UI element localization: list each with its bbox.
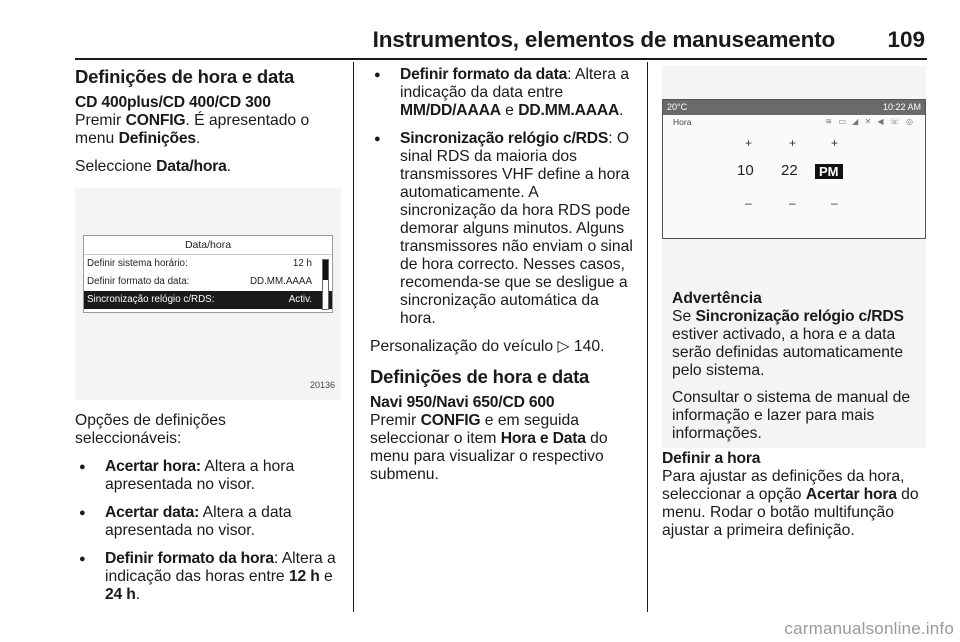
page-number: 109 <box>887 27 925 52</box>
warning-text: Consultar o sistema de manual de informação e lazer para mais informações. <box>672 389 911 442</box>
cross-reference: Personalização do veículo ▷ 140. <box>370 338 605 355</box>
scrollbar <box>322 259 329 310</box>
temperature-readout: 20°C <box>667 102 688 112</box>
hour-minus-icon: – <box>745 196 752 210</box>
list-item: ● Acertar data: Altera a data apresentada no visor. <box>75 504 343 540</box>
section-title: Definições de hora e data <box>370 366 590 387</box>
paragraph-config: Premir CONFIG e em seguida seleccionar o item Hora e Data do menu para visualizar o respectivo submenu. <box>370 412 608 483</box>
time-setting-section <box>662 450 926 550</box>
screen-label: Hora <box>673 117 692 127</box>
list-item: ● Definir formato da data: Altera a indicação da data entre MM/DD/AAAA e DD.MM.AAAA. <box>370 66 638 120</box>
status-bar <box>663 100 925 115</box>
options-intro: Opções de definições seleccionáveis: <box>75 412 226 447</box>
list-item: ● Acertar hora: Altera a hora apresentada no visor. <box>75 458 343 494</box>
clock-readout: 10:22 AM <box>882 102 921 112</box>
menu-row: Definir formato da data: DD.MM.AAAA <box>87 276 312 287</box>
screen-title: Data/hora <box>84 236 332 255</box>
list-item: ● Definir formato da hora: Altera a indicação das horas entre 12 h e 24 h. <box>75 550 343 604</box>
column-divider-2 <box>647 62 648 612</box>
options-list <box>75 458 343 604</box>
watermark: carmanualsonline.info <box>784 619 954 638</box>
screen-header <box>663 115 925 129</box>
column-divider-1 <box>353 62 354 612</box>
chapter-title: Instrumentos, elementos de manuseamento <box>372 27 835 52</box>
list-item: ● Sincronização relógio c/RDS: O sinal RDS da maioria dos transmissores VHF define a hora automaticamente. A sincronização da hora RDS pode demorar alguns minutos. Alguns transmissores não enviam o sinal de hora correcto. Nesses casos, recomenda-se que se desligue a sincronização automática da hora. <box>370 130 638 328</box>
header-rule <box>75 58 927 60</box>
status-icons: ≋ ▭ ◢ ✕ ◀ ☏ ◎ <box>825 117 915 126</box>
display-screen <box>662 99 926 239</box>
figure-datetime-menu <box>75 188 341 400</box>
paragraph-select: Seleccione Data/hora. <box>75 158 232 175</box>
warning-title: Advertência <box>672 290 762 307</box>
column-1 <box>75 62 343 614</box>
scrollbar-thumb <box>323 260 328 280</box>
menu-row-selected: Sincronização relógio c/RDS: Activ. <box>84 291 332 309</box>
page-header <box>75 27 927 59</box>
ampm-value: PM <box>815 164 843 179</box>
column-2 <box>370 62 638 494</box>
minute-minus-icon: – <box>789 196 796 210</box>
ampm-minus-icon: – <box>831 196 838 210</box>
warning-box <box>662 276 926 448</box>
hour-plus-icon: + <box>745 136 753 150</box>
paragraph-instructions: Para ajustar as definições da hora, seleccionar a opção Acertar hora do menu. Rodar o botão multifunção ajustar a primeira definição. <box>662 468 919 539</box>
options-list-continued <box>370 66 638 328</box>
minute-plus-icon: + <box>789 136 797 150</box>
ampm-plus-icon: + <box>831 136 839 150</box>
paragraph-config: Premir CONFIG. É apresentado o menu Definições. <box>75 112 310 147</box>
minute-value: 22 <box>781 162 798 179</box>
subsection-title: Definir a hora <box>662 450 761 467</box>
figure-clock-setting <box>662 66 926 276</box>
page-reference-arrow-icon: ▷ <box>557 338 570 355</box>
display-screen <box>83 235 333 313</box>
section-title: Definições de hora e data <box>75 66 295 87</box>
model-heading: Navi 950/Navi 650/CD 600 <box>370 394 555 411</box>
warning-text: Se Sincronização relógio c/RDS estiver activado, a hora e a data serão definidas automaticamente pelo sistema. <box>672 308 904 379</box>
hour-value: 10 <box>737 162 754 179</box>
figure-number: 20136 <box>309 380 335 390</box>
menu-row: Definir sistema horário: 12 h <box>87 258 312 269</box>
model-heading: CD 400plus/CD 400/CD 300 <box>75 94 271 111</box>
